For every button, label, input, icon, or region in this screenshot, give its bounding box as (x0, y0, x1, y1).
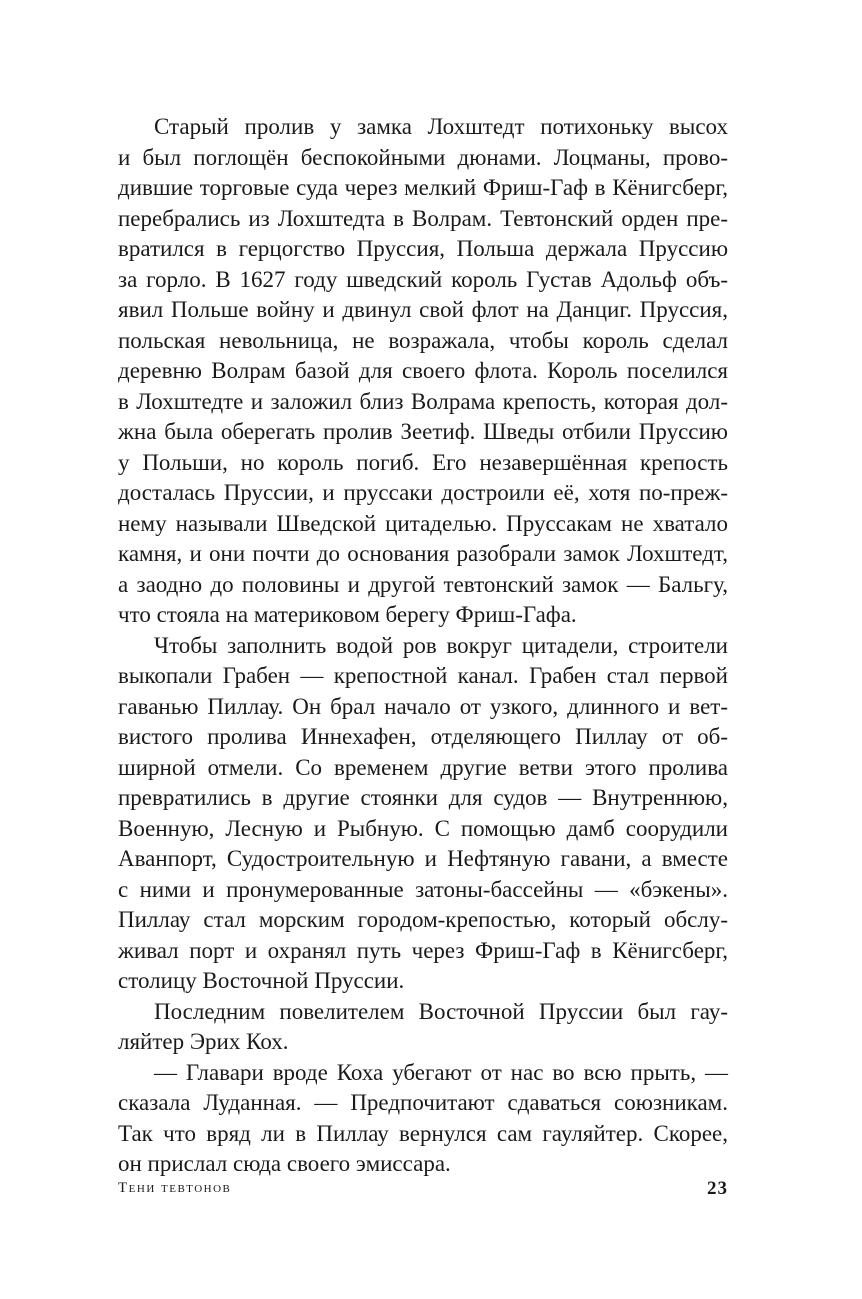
text-line: польская невольница, не возражала, чтобы король сделал (118, 327, 728, 353)
text-line: в Лохштедте и заложил близ Волрама крепость, которая дол- (118, 388, 728, 414)
paragraph (118, 997, 728, 1058)
text-line: жна была оберегать пролив Зеетиф. Шведы отбили Пруссию (118, 419, 728, 444)
page-number: 23 (707, 1178, 728, 1199)
running-title: Тени тевтонов (118, 1180, 232, 1196)
text-line: Пиллау стал морским городом-крепостью, который обслу- (118, 907, 728, 932)
text-line: деревню Волрам базой для своего флота. Король поселился (118, 358, 728, 383)
text-line: он прислал сюда своего эмиссара. (118, 1151, 451, 1176)
text-line: у Польши, но король погиб. Его незавершённая крепость (118, 449, 728, 475)
text-line: ляйтер Эрих Кох. (118, 1029, 289, 1054)
text-line: перебрались из Лохштедта в Волрам. Тевтонский орден пре- (118, 205, 728, 231)
text-line: вистого пролива Иннехафен, отделяющего Пиллау от об- (118, 724, 728, 749)
text-line: выкопали Грабен — крепостной канал. Грабен стал первой (118, 663, 728, 688)
paragraph (118, 112, 728, 631)
text-line: нему называли Шведской цитаделью. Пруссакам не хватало (118, 510, 728, 536)
text-line: Аванпорт, Судостроительную и Нефтяную гавани, а вместе (118, 846, 728, 871)
text-line: что стояла на материковом берегу Фриш-Гафа. (118, 602, 577, 627)
text-line: дившие торговые суда через мелкий Фриш-Гаф в Кёнигсберг, (118, 175, 728, 200)
text-line: а заодно до половины и другой тевтонский замок — Бальгу, (118, 571, 728, 597)
text-line: Последним повелителем Восточной Пруссии был гау- (154, 998, 728, 1024)
text-line: превратились в другие стоянки для судов — Внутреннюю, (118, 785, 728, 810)
text-line: с ними и пронумерованные затоны-бассейны — «бэкены». (118, 876, 728, 902)
text-line: сказала Луданная. — Предпочитают сдаваться союзникам. (118, 1090, 728, 1115)
text-line: Чтобы заполнить водой ров вокруг цитадели, строители (154, 632, 728, 658)
text-line: живал порт и охранял путь через Фриш-Гаф в Кёнигсберг, (118, 937, 728, 963)
text-line: столицу Восточной Пруссии. (118, 968, 405, 993)
book-page-text (118, 112, 728, 1180)
text-line: и был поглощён беспокойными дюнами. Лоцманы, прово- (118, 144, 728, 170)
text-line: явил Польше войну и двинул свой флот на Данциг. Пруссия, (118, 297, 728, 322)
text-line: — Главари вроде Коха убегают от нас во всю прыть, — (154, 1059, 728, 1085)
paragraph (118, 1058, 728, 1180)
text-line: за горло. В 1627 году шведский король Густав Адольф объ- (118, 266, 728, 292)
text-line: камня, и они почти до основания разобрали замок Лохштедт, (118, 541, 728, 566)
paragraph (118, 631, 728, 997)
text-line: ширной отмели. Со временем другие ветви этого пролива (118, 754, 728, 780)
text-line: Так что вряд ли в Пиллау вернулся сам гауляйтер. Скорее, (118, 1120, 728, 1146)
text-line: гаванью Пиллау. Он брал начало от узкого, длинного и вет- (118, 693, 728, 719)
text-line: вратился в герцогство Пруссия, Польша держала Пруссию (118, 236, 728, 261)
text-line: досталась Пруссии, и пруссаки достроили её, хотя по-преж- (118, 480, 728, 505)
page-footer (118, 1180, 728, 1204)
text-line: Военную, Лесную и Рыбную. С помощью дамб соорудили (118, 815, 728, 841)
text-line: Старый пролив у замка Лохштедт потихоньку высох (154, 114, 728, 139)
